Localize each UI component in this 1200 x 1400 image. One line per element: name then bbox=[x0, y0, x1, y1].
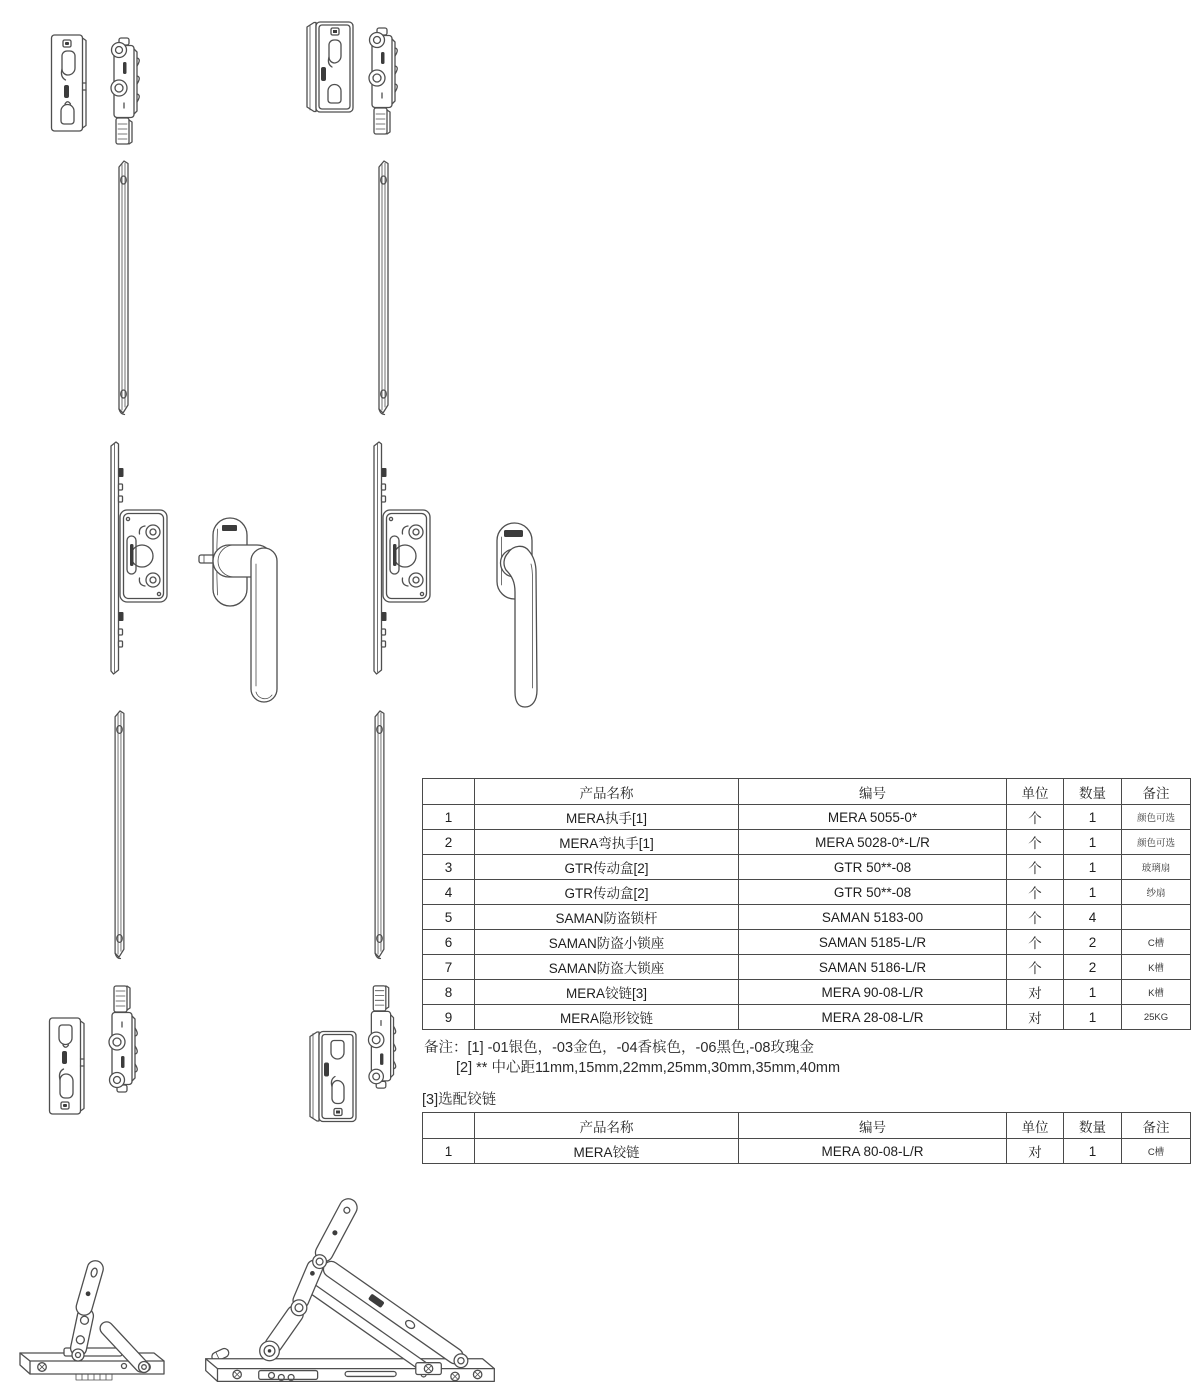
table-cell: SAMAN 5185-L/R bbox=[739, 930, 1007, 955]
table-cell: 2 bbox=[1064, 930, 1122, 955]
table-cell: MERA铰链[3] bbox=[475, 980, 739, 1005]
column-header: 产品名称 bbox=[475, 779, 739, 805]
gearbox-drawing-left bbox=[108, 440, 170, 675]
keeper-plate-drawing-bottom-right bbox=[306, 1026, 358, 1126]
table-cell: MERA 80-08-L/R bbox=[739, 1139, 1007, 1164]
table-cell: 对 bbox=[1007, 1005, 1064, 1030]
table-cell: MERA弯执手[1] bbox=[475, 830, 739, 855]
table-cell: C槽 bbox=[1122, 1139, 1191, 1164]
table-cell: 个 bbox=[1007, 830, 1064, 855]
table-cell: GTR传动盒[2] bbox=[475, 880, 739, 905]
table-cell: 1 bbox=[1064, 880, 1122, 905]
table-cell: SAMAN 5186-L/R bbox=[739, 955, 1007, 980]
table-cell: MERA 90-08-L/R bbox=[739, 980, 1007, 1005]
column-header: 数量 bbox=[1064, 1113, 1122, 1139]
table-cell: GTR传动盒[2] bbox=[475, 855, 739, 880]
lock-bolt-drawing-top-left bbox=[104, 36, 144, 148]
table-cell: K槽 bbox=[1122, 955, 1191, 980]
table-cell: 颜色可选 bbox=[1122, 830, 1191, 855]
keeper-plate-drawing-bottom-left bbox=[48, 1016, 86, 1116]
lock-bolt-drawing-bottom-right bbox=[361, 982, 401, 1090]
table-cell: 1 bbox=[423, 1139, 475, 1164]
table-cell: MERA隐形铰链 bbox=[475, 1005, 739, 1030]
table-cell: 个 bbox=[1007, 955, 1064, 980]
table-cell: MERA铰链 bbox=[475, 1139, 739, 1164]
window-handle-straight-drawing bbox=[198, 514, 284, 709]
window-handle-curved-drawing bbox=[495, 520, 555, 720]
column-header: 备注 bbox=[1122, 1113, 1191, 1139]
table-cell: 3 bbox=[423, 855, 475, 880]
table-cell: K槽 bbox=[1122, 980, 1191, 1005]
table-cell: MERA 28-08-L/R bbox=[739, 1005, 1007, 1030]
parts-table bbox=[422, 778, 1191, 1030]
column-header bbox=[423, 1113, 475, 1139]
table-cell: 5 bbox=[423, 905, 475, 930]
table-cell: 2 bbox=[1064, 955, 1122, 980]
table-cell: 25KG bbox=[1122, 1005, 1191, 1030]
table-cell: 6 bbox=[423, 930, 475, 955]
gearbox-drawing-right bbox=[371, 440, 433, 675]
table-cell: 1 bbox=[1064, 1005, 1122, 1030]
table-cell: 个 bbox=[1007, 880, 1064, 905]
column-header: 备注 bbox=[1122, 779, 1191, 805]
table-cell: 个 bbox=[1007, 855, 1064, 880]
table-row bbox=[423, 1139, 1191, 1164]
column-header: 数量 bbox=[1064, 779, 1122, 805]
keeper-plate-drawing-top-left bbox=[50, 33, 88, 133]
lock-bolt-drawing-bottom-left bbox=[102, 982, 142, 1094]
table-cell: MERA 5028-0*-L/R bbox=[739, 830, 1007, 855]
column-header: 编号 bbox=[739, 1113, 1007, 1139]
table-cell: SAMAN防盗锁杆 bbox=[475, 905, 739, 930]
column-header: 产品名称 bbox=[475, 1113, 739, 1139]
table-cell: 1 bbox=[1064, 1139, 1122, 1164]
lock-rod-drawing-upper-left bbox=[110, 158, 136, 416]
table-header-row bbox=[423, 1113, 1191, 1139]
table-cell: SAMAN防盗大锁座 bbox=[475, 955, 739, 980]
table-cell: 2 bbox=[423, 830, 475, 855]
table-cell: 对 bbox=[1007, 980, 1064, 1005]
table-cell: 纱扇 bbox=[1122, 880, 1191, 905]
table-cell: GTR 50**-08 bbox=[739, 880, 1007, 905]
table-cell: C槽 bbox=[1122, 930, 1191, 955]
table-cell: 个 bbox=[1007, 930, 1064, 955]
table-row bbox=[423, 955, 1191, 980]
table-row bbox=[423, 805, 1191, 830]
table-cell: 1 bbox=[1064, 980, 1122, 1005]
table-cell: MERA 5055-0* bbox=[739, 805, 1007, 830]
lock-rod-drawing-upper-right bbox=[370, 158, 396, 416]
table-cell: SAMAN防盗小锁座 bbox=[475, 930, 739, 955]
lock-bolt-drawing-top-middle bbox=[362, 26, 402, 138]
notes-line-1: 备注：[1] -01银色，-03金色，-04香槟色，-06黑色,-08玫瑰金 bbox=[424, 1040, 814, 1056]
table-cell: SAMAN 5183-00 bbox=[739, 905, 1007, 930]
optional-hinge-title: [3]选配铰链 bbox=[422, 1092, 497, 1108]
column-header: 单位 bbox=[1007, 779, 1064, 805]
table-cell: 颜色可选 bbox=[1122, 805, 1191, 830]
table-cell: 4 bbox=[423, 880, 475, 905]
table-cell: 个 bbox=[1007, 905, 1064, 930]
table-cell: 1 bbox=[1064, 805, 1122, 830]
table-row bbox=[423, 1005, 1191, 1030]
column-header: 单位 bbox=[1007, 1113, 1064, 1139]
column-header: 编号 bbox=[739, 779, 1007, 805]
table-row bbox=[423, 855, 1191, 880]
column-header bbox=[423, 779, 475, 805]
table-row bbox=[423, 830, 1191, 855]
table-row bbox=[423, 930, 1191, 955]
lock-rod-drawing-lower-left bbox=[106, 708, 132, 960]
notes-line-2: [2] ** 中心距11mm,15mm,22mm,25mm,30mm,35mm,40mm bbox=[456, 1060, 841, 1076]
table-header-row bbox=[423, 779, 1191, 805]
table-cell: 1 bbox=[423, 805, 475, 830]
table-cell: 对 bbox=[1007, 1139, 1064, 1164]
table-cell: 4 bbox=[1064, 905, 1122, 930]
table-cell: 8 bbox=[423, 980, 475, 1005]
table-cell: 1 bbox=[1064, 855, 1122, 880]
table-cell bbox=[1122, 905, 1191, 930]
table-cell: MERA执手[1] bbox=[475, 805, 739, 830]
friction-hinge-small-drawing bbox=[18, 1252, 183, 1398]
table-cell: 个 bbox=[1007, 805, 1064, 830]
table-cell: 9 bbox=[423, 1005, 475, 1030]
friction-hinge-large-drawing bbox=[195, 1186, 507, 1400]
table-cell: GTR 50**-08 bbox=[739, 855, 1007, 880]
table-row bbox=[423, 980, 1191, 1005]
table-cell: 玻璃扇 bbox=[1122, 855, 1191, 880]
table-row bbox=[423, 905, 1191, 930]
optional-hinge-table bbox=[422, 1112, 1191, 1164]
table-cell: 1 bbox=[1064, 830, 1122, 855]
table-cell: 7 bbox=[423, 955, 475, 980]
table-row bbox=[423, 880, 1191, 905]
lock-rod-drawing-lower-right bbox=[366, 708, 392, 960]
keeper-plate-drawing-top-middle bbox=[303, 20, 355, 115]
